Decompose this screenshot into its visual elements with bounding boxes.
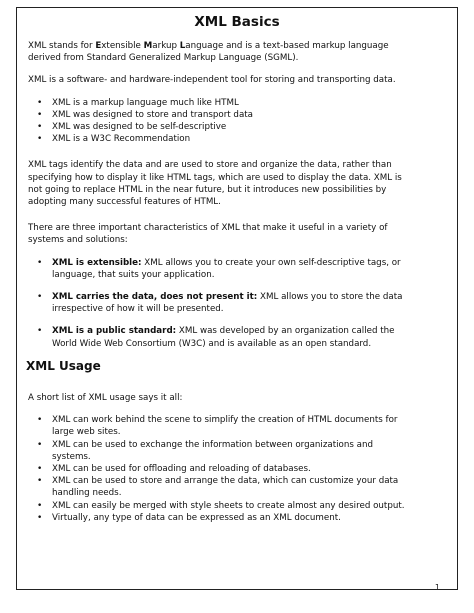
- intro-text: xtensible: [101, 41, 144, 51]
- usage-intro: A short list of XML usage says it all:: [28, 393, 183, 404]
- intro-text: arkup: [152, 41, 180, 51]
- intro-text: anguage and is a text-based markup language derived from Standard Generalized Markup Language (SGML).: [28, 41, 389, 64]
- tags-paragraph: XML tags identify the data and are used to store and organize the data, rather than specifying how to display it like HTML tags, which are used to display the data. XML is not going to replace HTML in the near future, but it introduces new possibilities by adopting many successful features of HTML.: [28, 160, 402, 208]
- list-item: • XML can be used to exchange the information between organizations and systems.: [28, 439, 412, 463]
- page-number: 1: [434, 583, 440, 592]
- characteristics-intro: There are three important characteristics of XML that make it useful in a variety of systems and solutions:: [28, 223, 388, 246]
- characteristic-term: XML carries the data, does not present it:: [52, 292, 258, 303]
- document-body: [28, 40, 412, 524]
- basics-list: [28, 97, 412, 146]
- list-item: • XML is a markup language much like HTML: [28, 97, 412, 109]
- list-item: • XML was designed to be self-descriptive: [28, 121, 412, 133]
- list-item: • XML can work behind the scene to simplify the creation of HTML documents for large web sites.: [28, 414, 412, 438]
- list-item: • XML can easily be merged with style sheets to create almost any desired output.: [28, 500, 412, 512]
- usage-heading: XML Usage: [26, 358, 101, 373]
- list-item: [28, 291, 412, 315]
- characteristic-text: XML was developed by an organization called the World Wide Web Consortium (W3C) and is available as an open standard.: [52, 326, 395, 349]
- acronym-letter-l: L: [179, 41, 186, 51]
- intro-text: XML stands for: [28, 41, 96, 51]
- list-item: • XML is a W3C Recommendation: [28, 133, 412, 145]
- list-item: [28, 257, 412, 281]
- characteristic-term: XML is a public standard:: [52, 326, 177, 337]
- characteristic-text: XML allows you to store the data irrespective of how it will be presented.: [52, 292, 403, 315]
- list-item: • Virtually, any type of data can be expressed as an XML document.: [28, 512, 412, 524]
- acronym-letter-m: M: [143, 41, 153, 51]
- page-title: XML Basics: [194, 14, 280, 30]
- usage-list: [28, 414, 412, 524]
- list-item: • XML can be used for offloading and reloading of databases.: [28, 463, 412, 475]
- characteristic-text: XML allows you to create your own self-descriptive tags, or language, that suits your application.: [52, 257, 401, 280]
- characteristic-term: XML is extensible:: [52, 257, 142, 268]
- list-item: • XML was designed to store and transport data: [28, 109, 412, 121]
- acronym-letter-e: E: [95, 41, 102, 51]
- intro-paragraph-2: XML is a software- and hardware-independent tool for storing and transporting data.: [28, 75, 396, 86]
- list-item: • XML can be used to store and arrange the data, which can customize your data handling needs.: [28, 475, 412, 499]
- intro-paragraph-1: [28, 40, 412, 64]
- characteristics-list: [28, 257, 412, 350]
- list-item: [28, 325, 412, 349]
